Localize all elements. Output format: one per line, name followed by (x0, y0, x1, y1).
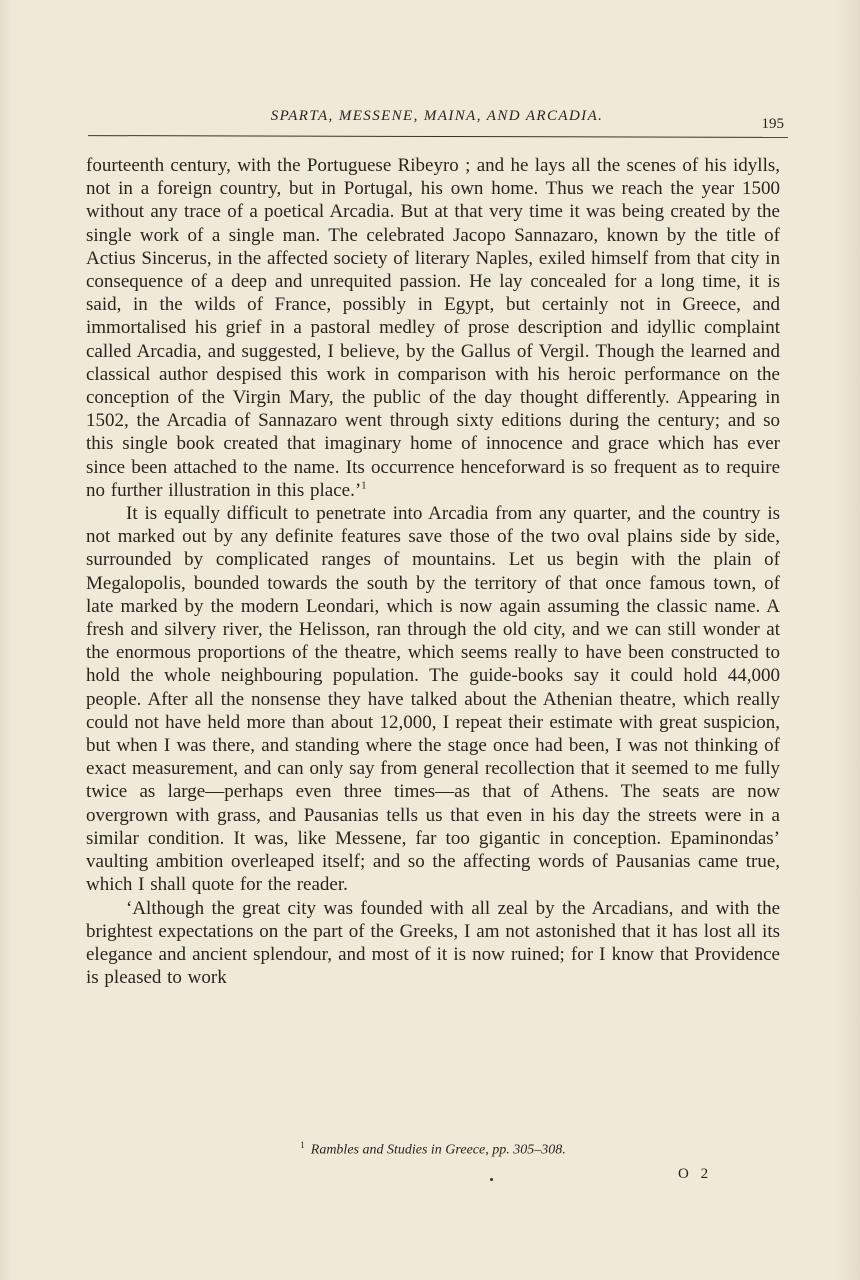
paragraph-text: ‘Although the great city was founded with all zeal by the Arcadians, and with the brightest expectations on the part of the Greeks, I am not astonished that it has lost all its elegance and ancient splendour, and most of it is now ruined; for I know that Providence is pleased to work (86, 897, 780, 989)
footnote-reference: 1 (361, 479, 367, 492)
footnote-mark: 1 (300, 1140, 305, 1150)
page-header (90, 108, 784, 138)
signature-mark: O 2 (678, 1166, 713, 1182)
paragraph-text: It is equally difficult to penetrate into Arcadia from any quarter, and the country is not marked out by any definite features save those of the two oval plains side by side, surrounded by complicated ranges of mountains. Let us begin with the plain of Megalopolis, bounded towards the south by the territory of that once famous town, of late marked by the modern Leondari, which is now again assuming the classic name. A fresh and silvery river, the Helisson, ran through the old city, and we can still wonder at the enormous proportions of the theatre, which seems really to have been constructed to hold the whole neighbouring population. The guide-books say it could hold 44,000 people. After all the nonsense they have talked about the Athenian theatre, which really could not have held more than about 12,000, I repeat their estimate with great suspicion, but when I was there, and standing where the stage once had been, I was not thinking of exact measurement, and can only say from general recollection that it seemed to me fully twice as large—perhaps even three times—as that of Athens. The seats are now overgrown with grass, and Pausanias tells us that even in his day the streets were in a similar condition. It was, like Messene, far too gigantic in conception. Epaminondas’ vaulting ambition overleaped itself; and so the affecting words of Pausanias came true, which I shall quote for the reader. (86, 503, 780, 896)
body-text (86, 154, 780, 989)
running-title: SPARTA, MESSENE, MAINA, AND ARCADIA. (270, 108, 604, 124)
paragraph (86, 897, 780, 990)
page-number: 195 (761, 116, 784, 132)
footnote-text: Rambles and Studies in Greece, pp. 305–308. (310, 1142, 566, 1158)
paragraph (86, 502, 780, 896)
footnote (86, 1140, 780, 1159)
paragraph (86, 154, 780, 502)
paragraph-text: fourteenth century, with the Portuguese Ribeyro ; and he lays all the scenes of his idylls, not in a foreign country, but in Portugal, his own home. Thus we reach the year 1500 without any trace of a poetical Arcadia. But at that very time it was being created by the single work of a single man. The celebrated Jacopo Sannazaro, known by the title of Actius Sincerus, in the affected society of literary Naples, exiled himself from that city in consequence of a deep and unrequited passion. He lay concealed for a long time, it is said, in the wilds of France, possibly in Egypt, but certainly not in Greece, and immortalised his grief in a pastoral medley of prose description and idyllic complaint called Arcadia, and suggested, I believe, by the Gallus of Vergil. Though the learned and classical author despised this work in comparison with his heroic performance on the conception of the Virgin Mary, the public of the day thought differently. Appearing in 1502, the Arcadia of Sannazaro went through sixty editions during the century; and so this single book created that imaginary home of innocence and grace which has ever since been attached to the name. Its occurrence henceforward is so frequent as to require no further illustration in this place.’ (86, 155, 780, 501)
stray-mark (490, 1178, 493, 1181)
